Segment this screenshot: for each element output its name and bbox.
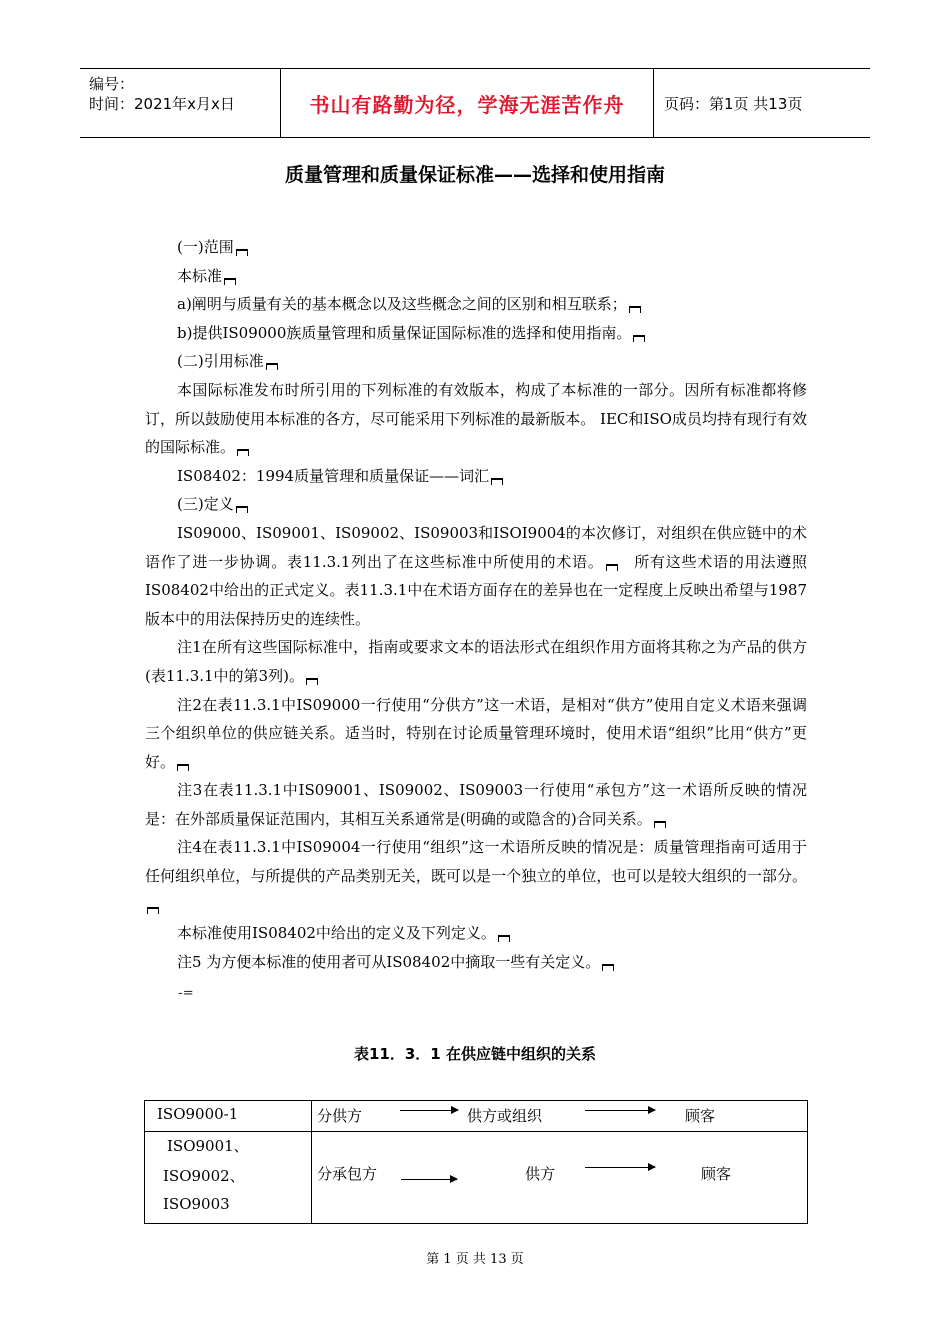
row1-supplier: 供方或组织	[467, 1107, 543, 1125]
paragraph-mark-icon	[498, 935, 510, 942]
table-row-divider	[145, 1131, 807, 1132]
row2-supplier: 供方	[525, 1165, 556, 1183]
paragraph: (三)定义	[145, 490, 807, 519]
paragraph: IS08402：1994质量管理和质量保证——词汇	[145, 462, 807, 491]
row2-standard-line1: ISO9001、	[167, 1137, 249, 1155]
paragraph: (二)引用标准	[145, 347, 807, 376]
paragraph-mark-icon	[629, 306, 641, 313]
paragraph-mark-icon	[654, 821, 666, 828]
paragraph-mark-icon	[224, 278, 236, 285]
serial-label: 编号：	[89, 75, 135, 93]
paragraph-mark-icon	[236, 506, 248, 513]
table-caption: 表11．3．1 在供应链中组织的关系	[354, 1045, 596, 1063]
stray-mark: -=	[178, 986, 194, 1001]
paragraph: 本国际标准发布时所引用的下列标准的有效版本，构成了本标准的一部分。因所有标准都将修订，所以鼓励使用本标准的各方，尽可能采用下列标准的最新版本。 IEC和ISO成员均持有现行有效的国际标准。	[145, 380, 807, 457]
row1-customer: 顾客	[685, 1107, 716, 1125]
date-label: 时间：2021年x月x日	[89, 95, 235, 113]
document-body	[145, 233, 807, 976]
paragraph: 本标准使用IS08402中给出的定义及下列定义。	[145, 919, 807, 948]
motto: 书山有路勤为径，学海无涯苦作舟	[309, 92, 625, 117]
row2-subcontractor: 分承包方	[317, 1165, 378, 1183]
row2-standard-line3: ISO9003	[163, 1195, 230, 1213]
paragraph: 注1在所有这些国际标准中，指南或要求文本的语法形式在组织作用方面将其称之为产品的供方(表11.3.1中的第3列)。	[145, 638, 807, 685]
paragraph: 注4在表11.3.1中IS09004一行使用“组织”这一术语所反映的情况是：质量管理指南可适用于任何组织单位，与所提供的产品类别无关，既可以是一个独立的单位，也可以是较大组织的一部分。	[145, 833, 807, 919]
paragraph: (一)范围	[145, 233, 807, 262]
paragraph-mark-icon	[306, 678, 318, 685]
paragraph-mark-icon	[236, 249, 248, 256]
paragraph-mark-icon	[147, 907, 159, 914]
paragraph: a)阐明与质量有关的基本概念以及这些概念之间的区别和相互联系；	[145, 290, 807, 319]
page-footer: 第 1 页 共 13 页	[426, 1252, 524, 1267]
row1-standard: ISO9000-1	[157, 1105, 239, 1123]
row1-subsupplier: 分供方	[317, 1107, 363, 1125]
paragraph-mark-icon	[266, 363, 278, 370]
document-header	[80, 68, 870, 138]
arrow-right-icon	[401, 1179, 457, 1180]
supply-chain-table	[144, 1100, 808, 1224]
page-info: 页码：第1页 共13页	[664, 94, 803, 113]
paragraph-mark-icon	[602, 964, 614, 971]
header-meta-cell	[80, 69, 281, 137]
paragraph: b)提供IS09000族质量管理和质量保证国际标准的选择和使用指南。	[145, 319, 807, 348]
arrow-right-icon	[585, 1167, 655, 1168]
row2-standard-line2: ISO9002、	[163, 1167, 245, 1185]
paragraph: 注5 为方便本标准的使用者可从IS08402中摘取一些有关定义。	[145, 948, 807, 977]
row2-customer: 顾客	[701, 1165, 732, 1183]
header-page-cell	[654, 69, 870, 137]
paragraph: 注3在表11.3.1中IS09001、IS09002、IS09003一行使用“承包方”这一术语所反映的情况是：在外部质量保证范围内，其相互关系通常是(明确的或隐含的)合同关系。	[145, 781, 807, 828]
table-column-divider	[311, 1101, 312, 1223]
paragraph: 本标准	[145, 262, 807, 291]
paragraph: 注2在表11.3.1中IS09000一行使用“分供方”这一术语，是相对“供方”使用自定义术语来强调三个组织单位的供应链关系。适当时，特别在讨论质量管理环境时，使用术语“组织”比用“供方”更好。	[145, 695, 807, 771]
arrow-right-icon	[585, 1110, 655, 1111]
paragraph-mark-icon	[491, 478, 503, 485]
paragraph-mark-icon	[177, 764, 189, 771]
paragraph-mark-icon	[633, 335, 645, 342]
paragraph-mark-icon	[237, 449, 249, 456]
header-motto-cell	[281, 69, 654, 137]
paragraph: IS09000、IS09001、IS09002、IS09003和ISOI9004的本次修订，对组织在供应链中的术语作了进一步协调。表11.3.1列出了在这些标准中所使用的术语。 所有这些术语的用法遵照IS08402中给出的正式定义。表11.3.1中在术语方面存在的差异也在一定程度上反映出希望与1987版本中的用法保持历史的连续性。	[145, 523, 807, 628]
arrow-right-icon	[400, 1110, 458, 1111]
paragraph-mark-icon	[606, 564, 618, 571]
document-title: 质量管理和质量保证标准——选择和使用指南	[284, 164, 665, 186]
